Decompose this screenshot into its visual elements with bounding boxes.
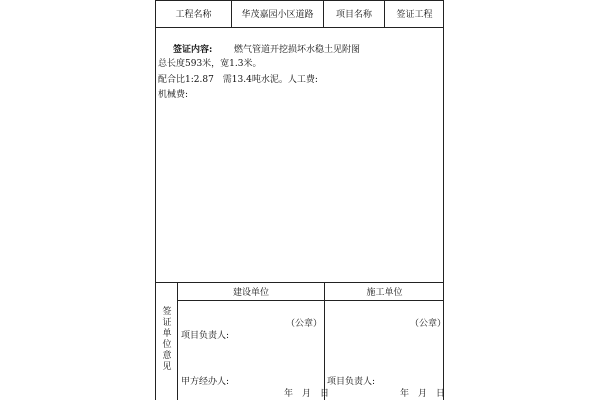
item-name-label: 项目名称 [335,10,372,20]
content-label: 签证内容: [173,45,213,55]
seal-right: （公章） [410,319,447,329]
date-left: 年 月 日 [284,389,330,399]
date-right: 年 月 日 [400,389,446,399]
build-unit-header: 建设单位 [232,287,269,298]
item-name-value: 签证工程 [396,10,433,20]
project-leader-left: 项目负责人: [181,331,230,341]
visa-form [155,0,447,400]
project-name-label: 工程名称 [175,10,212,20]
content-line-4: 机械费: [158,90,189,100]
opinion-side-label: 签证单位意见 [162,307,172,372]
seal-left: （公章） [286,319,323,329]
project-name-value: 华茂嘉园小区道路 [241,10,314,20]
content-line-3: 配合比1:2.87 需13.4吨水泥。人工费: [158,75,318,85]
project-leader-right: 项目负责人: [327,377,376,387]
unit-header-border [177,300,444,301]
header-bottom-border [156,27,444,28]
construct-unit-header: 施工单位 [366,287,403,298]
content-line-2: 总长度593米，宽1.3米。 [158,59,262,69]
content-line-1: 燃气管道开挖损坏水稳土见附图 [234,45,361,55]
party-a-agent: 甲方经办人: [181,377,230,387]
